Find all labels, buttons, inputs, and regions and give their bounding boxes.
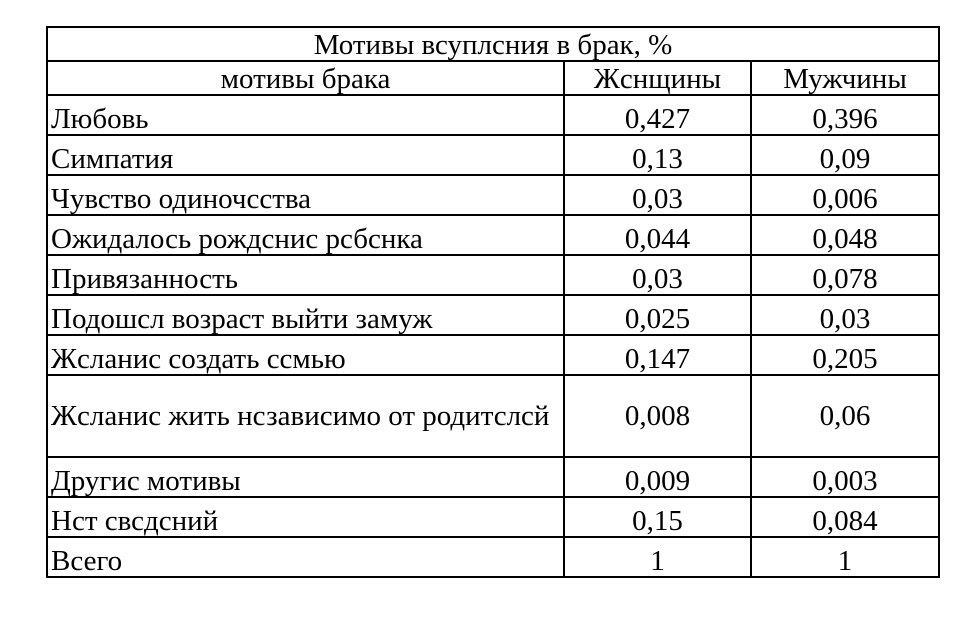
column-header-men: Мужчины (751, 61, 939, 95)
table-row (47, 497, 939, 537)
row-label: Чувство одиночсства (47, 175, 564, 215)
table-row (47, 175, 939, 215)
women-value: 0,13 (564, 135, 751, 175)
table-row (47, 295, 939, 335)
men-value: 0,396 (751, 95, 939, 135)
table-header-row (47, 61, 939, 95)
women-value: 0,009 (564, 457, 751, 497)
row-label: Симпатия (47, 135, 564, 175)
table-row (47, 95, 939, 135)
men-value: 0,078 (751, 255, 939, 295)
men-value: 1 (751, 537, 939, 577)
row-label: Другис мотивы (47, 457, 564, 497)
women-value: 0,147 (564, 335, 751, 375)
men-value: 0,048 (751, 215, 939, 255)
women-value: 1 (564, 537, 751, 577)
women-value: 0,15 (564, 497, 751, 537)
table-title-row (47, 27, 939, 61)
row-label: Любовь (47, 95, 564, 135)
men-value: 0,003 (751, 457, 939, 497)
men-value: 0,06 (751, 375, 939, 457)
row-label: Всего (47, 537, 564, 577)
marriage-motives-table (46, 26, 940, 578)
women-value: 0,03 (564, 255, 751, 295)
column-header-motive: мотивы брака (47, 61, 564, 95)
women-value: 0,025 (564, 295, 751, 335)
men-value: 0,084 (751, 497, 939, 537)
table-row-total (47, 537, 939, 577)
row-label: Нст свсдсний (47, 497, 564, 537)
men-value: 0,205 (751, 335, 939, 375)
table-row (47, 255, 939, 295)
column-header-women: Жснщины (564, 61, 751, 95)
table-title: Мотивы всуплсния в брак, % (47, 27, 939, 61)
women-value: 0,03 (564, 175, 751, 215)
men-value: 0,006 (751, 175, 939, 215)
men-value: 0,09 (751, 135, 939, 175)
document-page (46, 26, 938, 578)
table-row (47, 335, 939, 375)
row-label: Ожидалось рождснис рсбснка (47, 215, 564, 255)
row-label: Подошсл возраст выйти замуж (47, 295, 564, 335)
table-row (47, 215, 939, 255)
row-label: Жсланис создать ссмью (47, 335, 564, 375)
table-row (47, 135, 939, 175)
men-value: 0,03 (751, 295, 939, 335)
women-value: 0,008 (564, 375, 751, 457)
table-row (47, 457, 939, 497)
women-value: 0,427 (564, 95, 751, 135)
row-label: Жсланис жить нсзависимо от родитслсй (47, 375, 564, 457)
women-value: 0,044 (564, 215, 751, 255)
row-label: Привязанность (47, 255, 564, 295)
table-row (47, 375, 939, 457)
